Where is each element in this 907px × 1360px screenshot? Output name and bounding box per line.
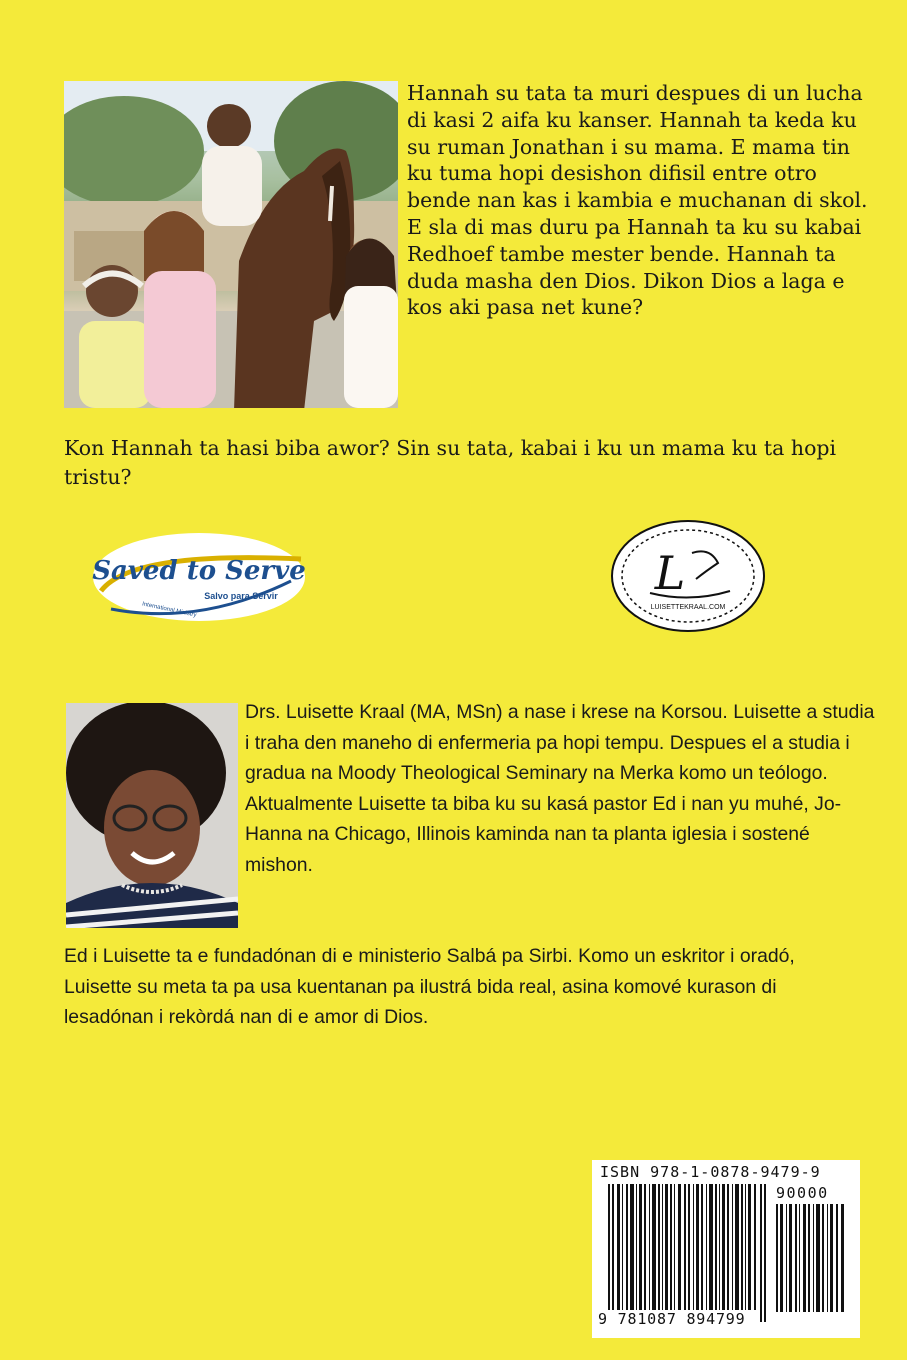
cover-photo-girls-with-horse [64,81,398,408]
isbn-number: ISBN 978-1-0878-9479-9 [600,1163,821,1181]
author-bio-continued [64,941,864,1033]
logo-kraal-monogram: L [654,546,686,600]
author-bio [245,697,875,881]
isbn-barcode [592,1160,860,1338]
logo-kraal-url: LUISETTEKRAAL.COM [650,604,726,611]
ean-digits: 9 781087 894799 [598,1310,746,1328]
book-blurb-continued [64,413,864,512]
logo-saved-tagline: International Ministry [141,601,197,619]
logo-saved-subtitle: Salvo para Servir [204,591,278,601]
blurb-paragraph-1: Hannah su tata ta muri despues di un lucha di kasi 2 aifa ku kanser. Hannah ta keda ku su ruman Jonathan i su mama. E mama tin ku tuma hopi desishon difisil entre otro bende nan kas i kambia e muchanan di skol. E sla di mas duru pa Hannah ta ku su kabai Redhoef tambe mester bende. Hannah ta duda masha den Dios. Dikon Dios a laga e kos aki pasa net kune? [407,81,868,320]
book-blurb [407,80,877,321]
saved-to-serve-logo [91,531,308,623]
blurb-paragraph-2: Kon Hannah ta hasi biba awor? Sin su tata, kabai i ku un mama ku ta hopi tristu? [64,435,837,489]
price-addon-bars [776,1204,846,1312]
ean-barcode-bars [608,1184,766,1322]
author-photo [66,703,238,928]
author-bio-paragraph-2: Ed i Luisette ta e fundadónan di e ministerio Salbá pa Sirbi. Komo un eskritor i oradó, Luisette su meta ta pa usa kuentanan pa ilustrá bida real, asina komové kurason di lesadónan i rekòrdá nan di e amor di Dios. [64,945,795,1029]
luisette-kraal-logo [610,519,767,633]
author-bio-paragraph-1: Drs. Luisette Kraal (MA, MSn) a nase i krese na Korsou. Luisette a studia i traha den maneho di enfermeria pa hopi tempu. Despues el a studia i gradua na Moody Theological Seminary na Merka komo un teólogo. Aktualmente Luisette ta biba ku su kasá pastor Ed i nan yu muhé, Jo-Hanna na Chicago, Illinois kaminda nan ta planta iglesia i sostené mishon. [245,701,875,876]
logo-saved-title: Saved to Serve [92,556,306,586]
price-code: 90000 [776,1184,829,1202]
